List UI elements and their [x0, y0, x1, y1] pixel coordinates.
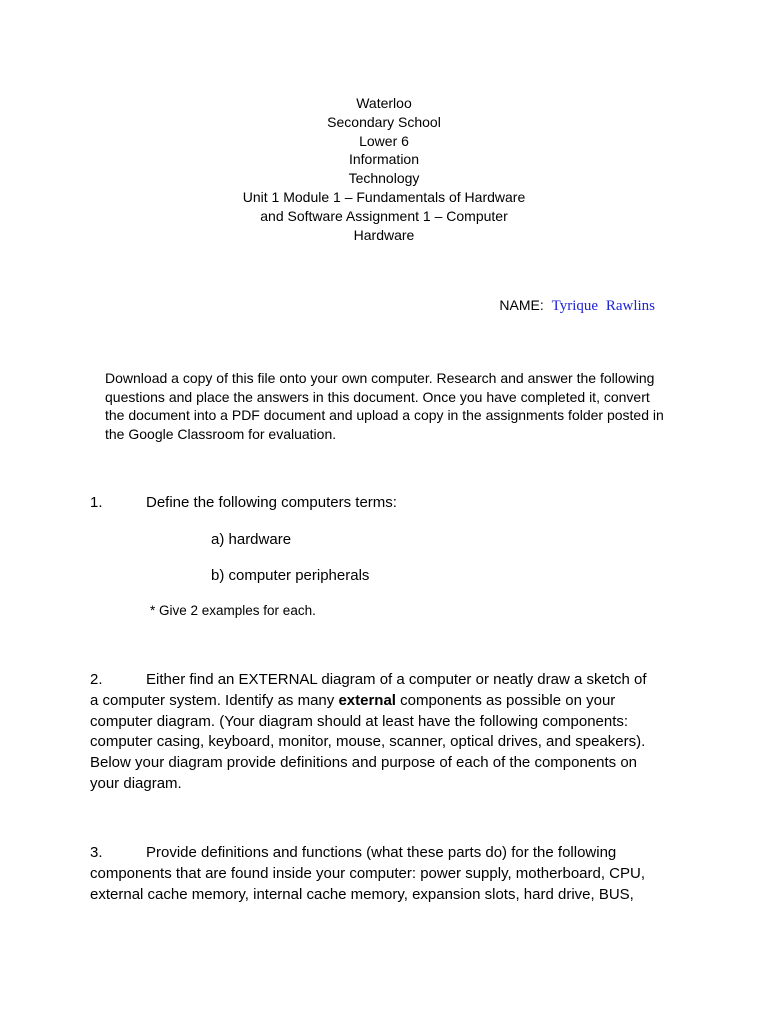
document-header	[0, 94, 768, 244]
question-1-part-a: a) hardware	[211, 531, 292, 548]
school-name-line-2: Secondary School	[327, 113, 441, 130]
form-level: Lower 6	[359, 132, 409, 149]
question-1-note: * Give 2 examples for each.	[150, 603, 316, 618]
question-number: 3.	[90, 844, 103, 861]
question-1-part-b: b) computer peripherals	[211, 567, 370, 584]
question-3	[90, 843, 655, 905]
name-label: NAME:	[499, 297, 544, 313]
assignment-title-line-3: Hardware	[353, 226, 415, 243]
question-number: 2.	[90, 671, 103, 688]
question-text-part-1: Either find an EXTERNAL diagram of a computer or neatly draw a sketch of a computer system. Identify as many	[90, 671, 647, 709]
question-text-emphasis: external	[338, 691, 396, 709]
assignment-title-line-1: Unit 1 Module 1 – Fundamentals of Hardware	[242, 188, 526, 205]
subject-line-2: Technology	[348, 170, 420, 187]
question-2	[90, 670, 655, 795]
student-name-row	[499, 296, 655, 315]
assignment-title-line-2: and Software Assignment 1 – Computer	[260, 207, 508, 224]
question-text-part-2: components as possible on your computer diagram. (Your diagram should at least have the following components: computer casing, keyboard, monitor, mouse, scanner, optical drives, and speakers). Below your diagram provide definitions and purpose of each of the components on your diagram.	[90, 691, 646, 792]
question-number: 1.	[90, 494, 103, 511]
question-text: Define the following computers terms:	[146, 494, 397, 511]
school-name-line-1: Waterloo	[356, 95, 412, 111]
question-1	[90, 493, 655, 514]
subject-line-1: Information	[348, 151, 420, 168]
question-text: Provide definitions and functions (what these parts do) for the following components that are found inside your computer: power supply, motherboard, CPU, external cache memory, internal cache memory, expansion slots, hard drive, BUS,	[90, 844, 646, 903]
student-name-value[interactable]: Tyrique Rawlins	[551, 298, 655, 314]
instructions-paragraph: Download a copy of this file onto your own computer. Research and answer the following questions and place the answers in this document. Once you have completed it, convert the document into a PDF document and upload a copy in the assignments folder posted in the Google Classroom for evaluation.	[105, 370, 664, 442]
